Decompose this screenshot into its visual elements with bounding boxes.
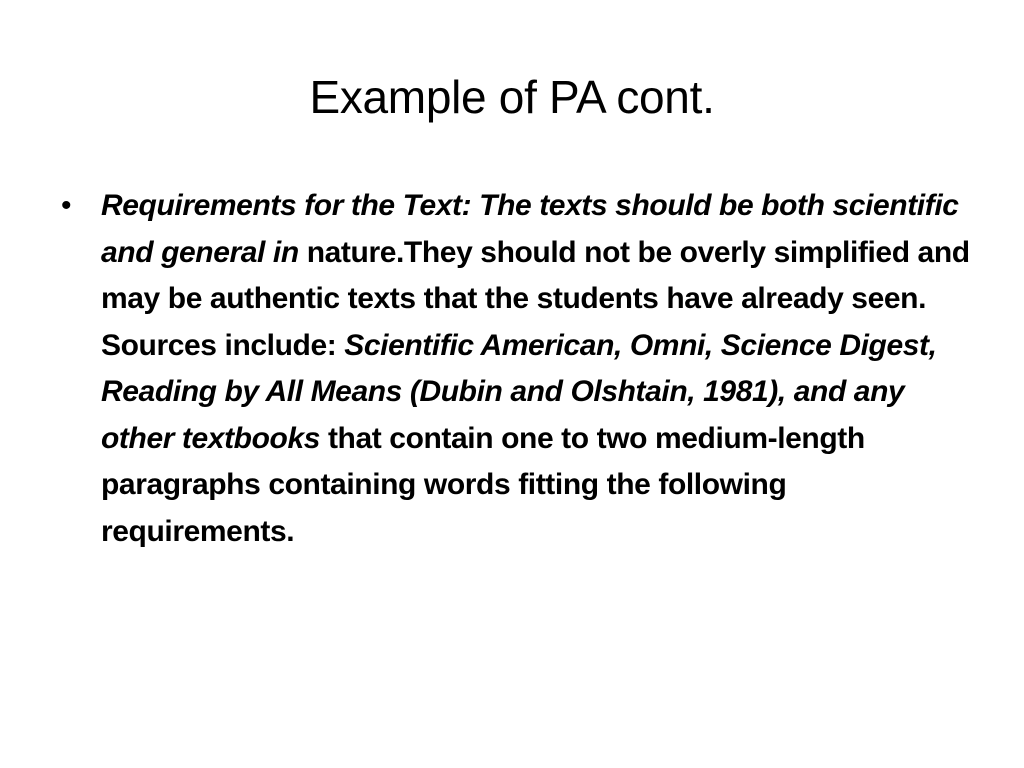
bullet-text: [101, 189, 970, 548]
slide-title: Example of PA cont.: [309, 71, 715, 123]
bullet-marker: •: [61, 189, 72, 222]
bullet-list: [56, 183, 976, 555]
sources-italic-text: Scientific American, Omni, Science Digest, Reading by All Means (Dubin and Olshtain, 1981), and any other textbooks: [101, 328, 937, 455]
requirements-body-text: nature.They should not be overly simplified and may be authentic texts that the students have already seen. Sources include:: [101, 235, 970, 362]
closing-body-text: that contain one to two medium-length paragraphs containing words fitting the following requirements.: [101, 421, 865, 548]
requirements-italic-text: Requirements for the Text: The texts should be both scientific and general in: [101, 189, 959, 269]
list-item: [56, 183, 976, 555]
